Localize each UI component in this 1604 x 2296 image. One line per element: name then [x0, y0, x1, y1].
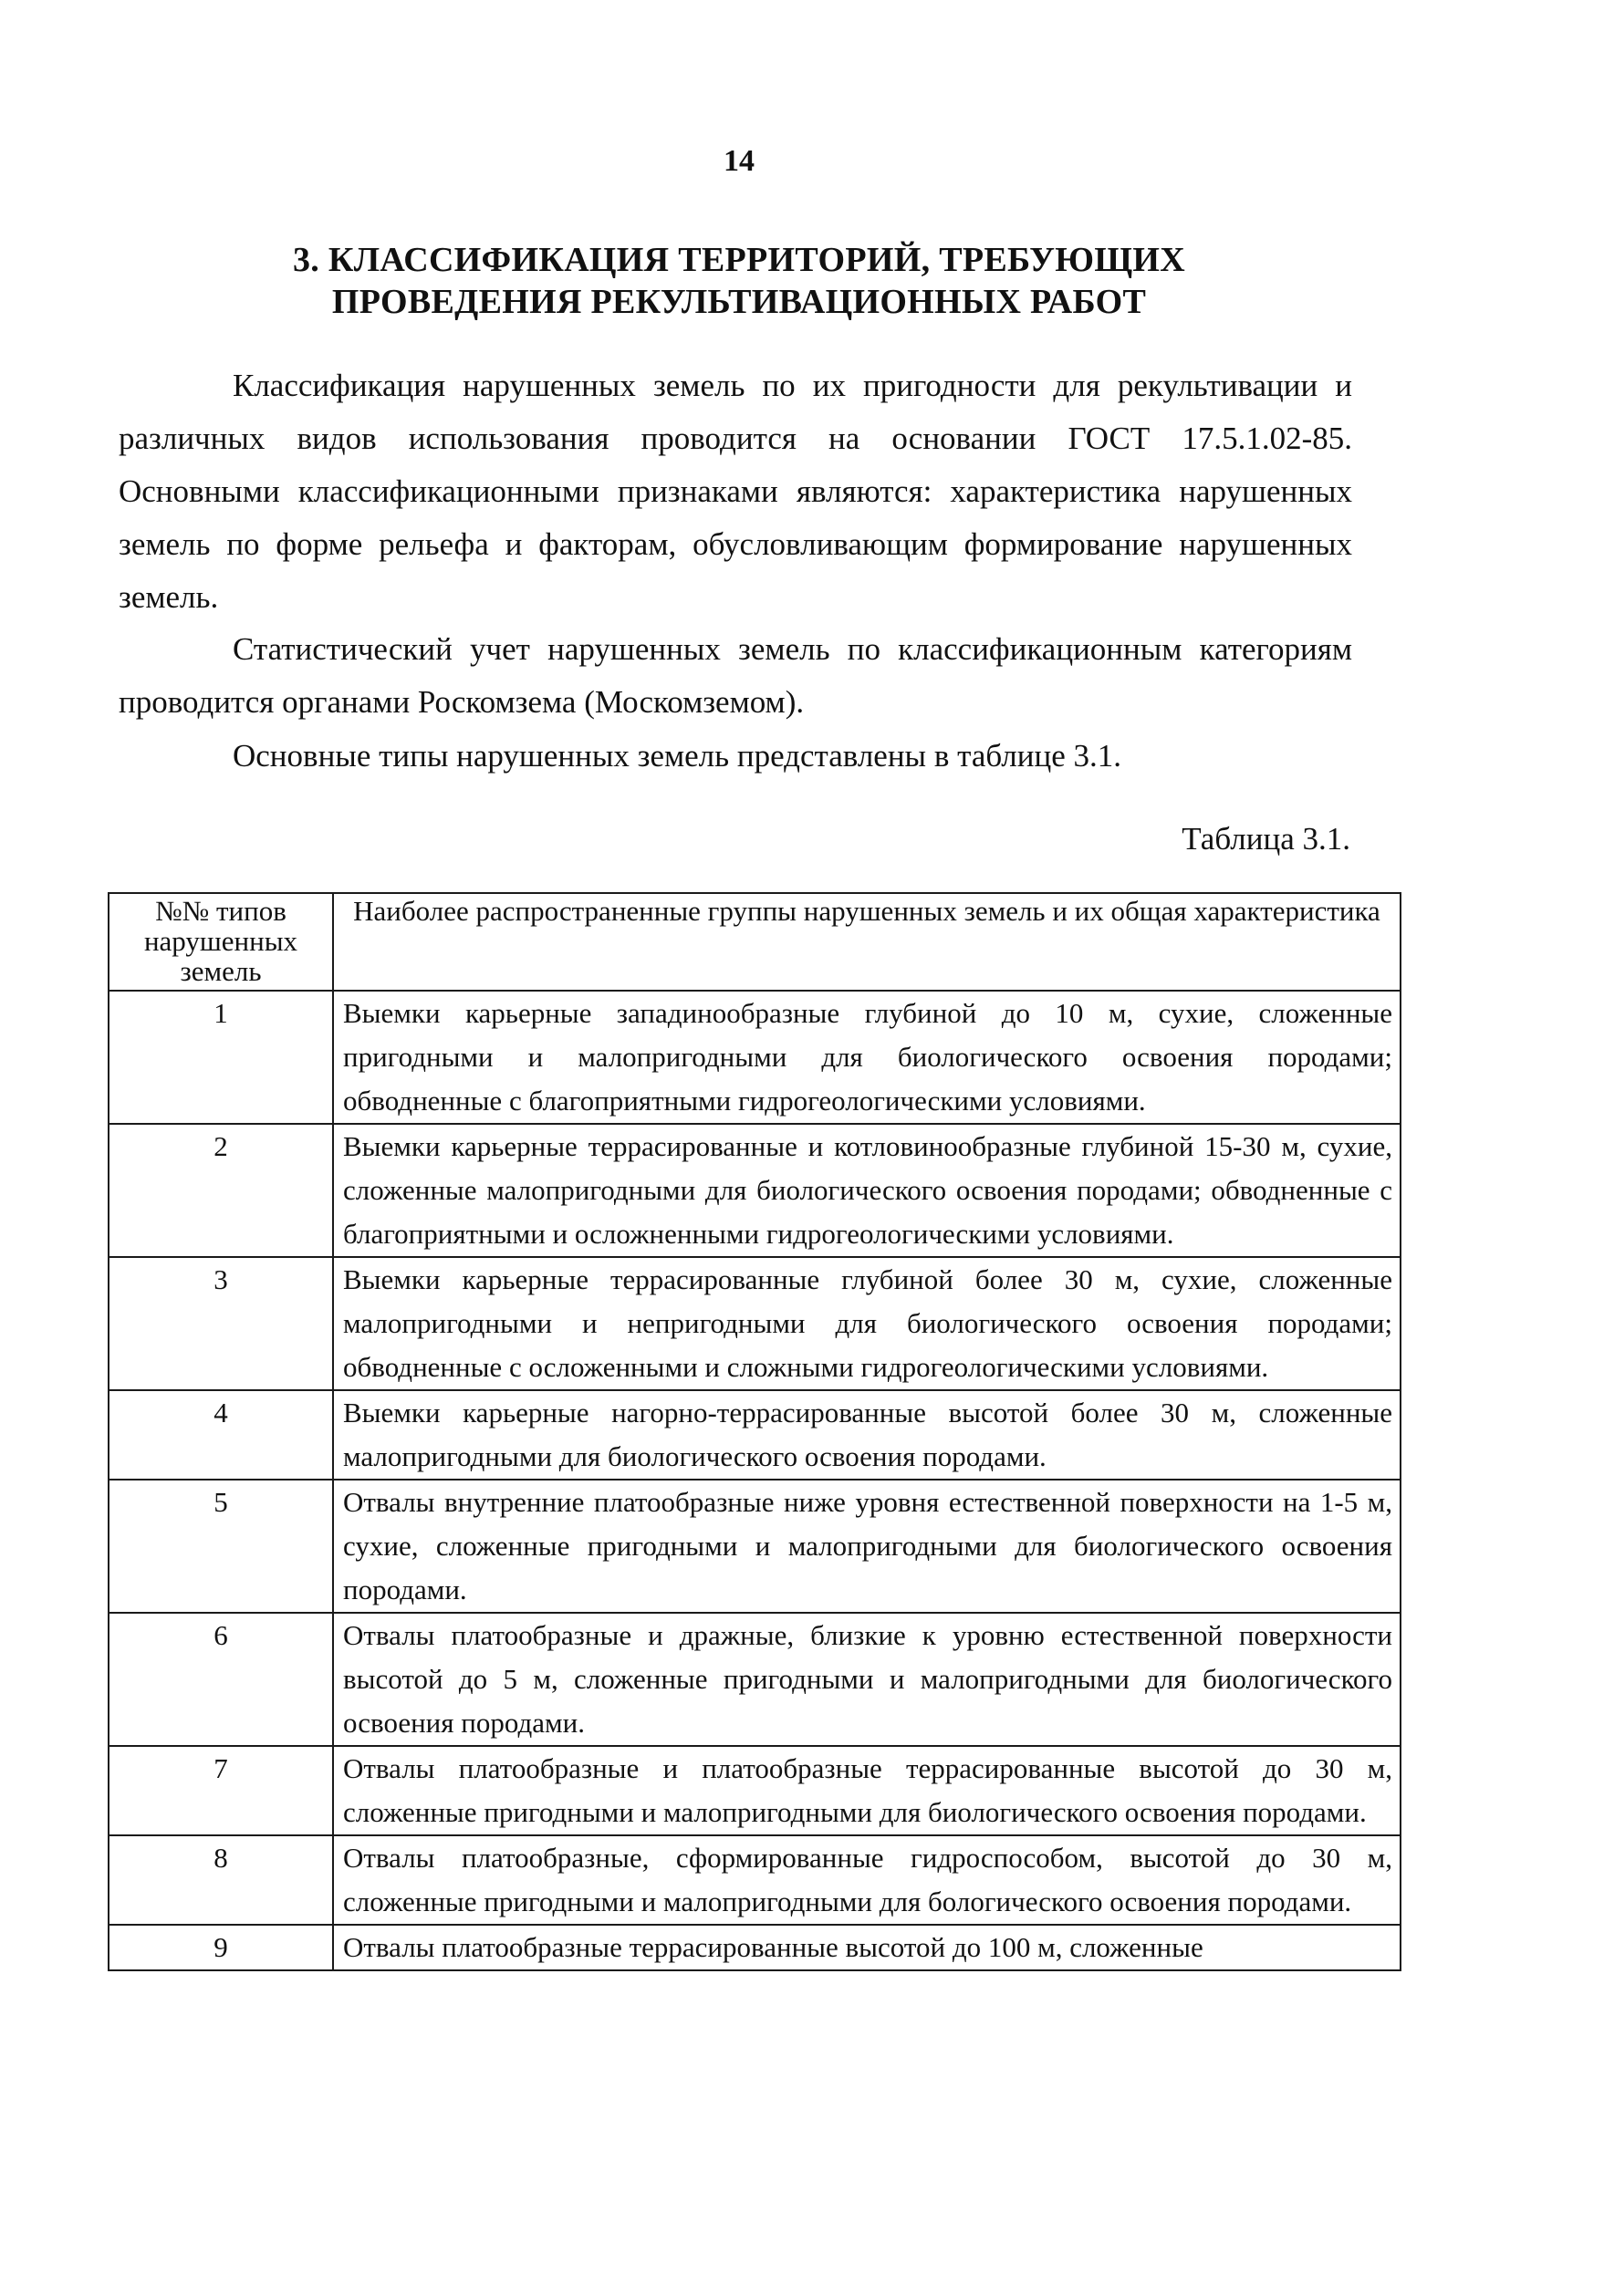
- row-number: 3: [109, 1257, 333, 1390]
- row-number: 5: [109, 1480, 333, 1613]
- table-row: [109, 1257, 1401, 1390]
- row-description: Выемки карьерные нагорно-террасированные высотой более 30 м, сложенные малопригодными для биологического освоения породами.: [333, 1390, 1401, 1480]
- row-description: Отвалы внутренние платообразные ниже уровня естественной поверхности на 1-5 м, сухие, сложенные пригодными и малопригодными для биологического освоения породами.: [333, 1480, 1401, 1613]
- paragraph-statistics: Статистический учет нарушенных земель по классификационным категориям проводится органами Роскомзема (Москомземом).: [119, 631, 1352, 720]
- section-title-line-2: ПРОВЕДЕНИЯ РЕКУЛЬТИВАЦИОННЫХ РАБОТ: [331, 283, 1147, 321]
- paragraph-table-reference: Основные типы нарушенных земель представлены в таблице 3.1.: [233, 738, 1122, 774]
- row-description: Отвалы платообразные террасированные высотой до 100 м, сложенные: [333, 1925, 1401, 1970]
- table-row: [109, 1124, 1401, 1257]
- table-caption: Таблица 3.1.: [1182, 821, 1350, 857]
- row-number: 9: [109, 1925, 333, 1970]
- section-title: [119, 239, 1359, 323]
- row-number: 7: [109, 1746, 333, 1835]
- row-description: Выемки карьерные террасированные и котловинообразные глубиной 15-30 м, сухие, сложенные малопригодными для биологического освоения породами; обводненные с благоприятными и осложненными гидрогеологическими условиями.: [333, 1124, 1401, 1257]
- disturbed-lands-table: [108, 892, 1401, 1971]
- table-row: [109, 1390, 1401, 1480]
- row-number: 6: [109, 1613, 333, 1746]
- header-type-number: №№ типов нарушенных земель: [109, 893, 333, 991]
- table-row: [109, 1835, 1401, 1925]
- row-number: 2: [109, 1124, 333, 1257]
- row-description: Выемки карьерные западинообразные глубиной до 10 м, сухие, сложенные пригодными и малопригодными для биологического освоения породами; обводненные с благоприятными гидрогеологическими условиями.: [333, 991, 1401, 1124]
- table-header-row: [109, 893, 1401, 991]
- row-description: Отвалы платообразные и дражные, близкие к уровню естественной поверхности высотой до 5 м, сложенные пригодными и малопригодными для биологического освоения породами.: [333, 1613, 1401, 1746]
- row-description: Отвалы платообразные, сформированные гидроспособом, высотой до 30 м, сложенные пригодными и малопригодными для бологического освоения породами.: [333, 1835, 1401, 1925]
- page-number: 14: [724, 144, 755, 178]
- paragraph-classification: Классификация нарушенных земель по их пригодности для рекультивации и различных видов использования проводится на основании ГОСТ 17.5.1.02-85. Основными классификационными признаками являются: характеристика нарушенных земель по форме рельефа и факторам, обусловливающим формирование нарушенных земель.: [119, 368, 1352, 615]
- header-description: Наиболее распространенные группы нарушенных земель и их общая характеристика: [333, 893, 1401, 991]
- row-description: Выемки карьерные террасированные глубиной более 30 м, сухие, сложенные малопригодными и непригодными для биологического освоения породами; обводненные с осложенными и сложными гидрогеологическими условиями.: [333, 1257, 1401, 1390]
- table-row: [109, 1613, 1401, 1746]
- table-row: [109, 1480, 1401, 1613]
- row-number: 1: [109, 991, 333, 1124]
- row-number: 8: [109, 1835, 333, 1925]
- table-row: [109, 991, 1401, 1124]
- table-row: [109, 1925, 1401, 1970]
- table-row: [109, 1746, 1401, 1835]
- row-number: 4: [109, 1390, 333, 1480]
- row-description: Отвалы платообразные и платообразные террасированные высотой до 30 м, сложенные пригодными и малопригодными для биологического освоения породами.: [333, 1746, 1401, 1835]
- section-title-line-1: 3. КЛАССИФИКАЦИЯ ТЕРРИТОРИЙ, ТРЕБУЮЩИХ: [292, 241, 1185, 279]
